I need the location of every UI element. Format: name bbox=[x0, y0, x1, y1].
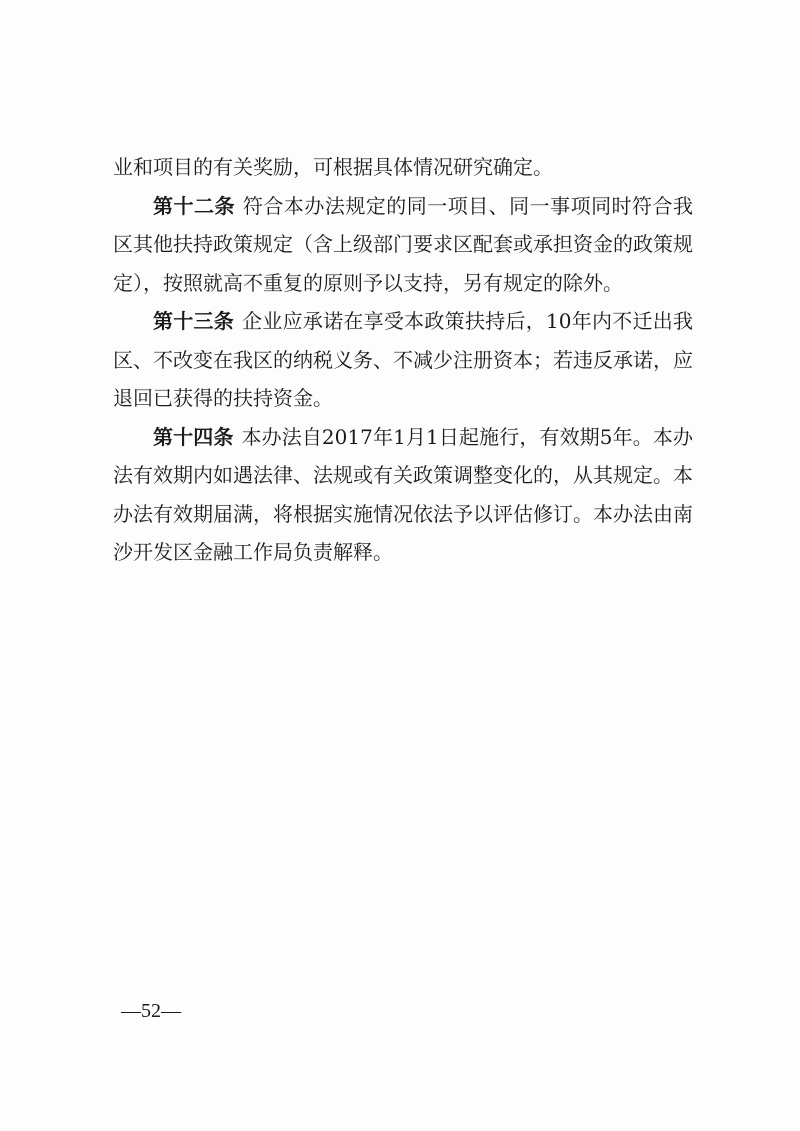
paragraph-text: 企业应承诺在享受本政策扶持后，10年内不迁出我区、不改变在我区的纳税义务、不减少注册资本；若违反承诺，应退回已获得的扶持资金。 bbox=[113, 309, 694, 410]
article-title: 第十二条 bbox=[153, 193, 235, 218]
paragraph-text: 本办法自2017年1月1日起施行，有效期5年。本办法有效期内如遇法律、法规或有关政策调整变化的，从其规定。本办法有效期届满，将根据实施情况依法予以评估修订。本办法由南沙开发区金融工作局负责解释。 bbox=[113, 424, 693, 564]
paragraph-text: 符合本办法规定的同一项目、同一事项同时符合我区其他扶持政策规定（含上级部门要求区配套或承担资金的政策规定），按照就高不重复的原则予以支持，另有规定的除外。 bbox=[113, 193, 694, 295]
document-body bbox=[113, 148, 693, 572]
paragraph-text: 业和项目的有关奖励，可根据具体情况研究确定。 bbox=[113, 155, 553, 179]
article-title: 第十三条 bbox=[153, 309, 235, 333]
article-12 bbox=[113, 187, 693, 303]
article-13 bbox=[113, 302, 693, 418]
page-number: —52— bbox=[121, 1000, 181, 1022]
article-title: 第十四条 bbox=[153, 424, 234, 449]
paragraph-continuation bbox=[113, 148, 693, 187]
article-14 bbox=[113, 418, 693, 572]
